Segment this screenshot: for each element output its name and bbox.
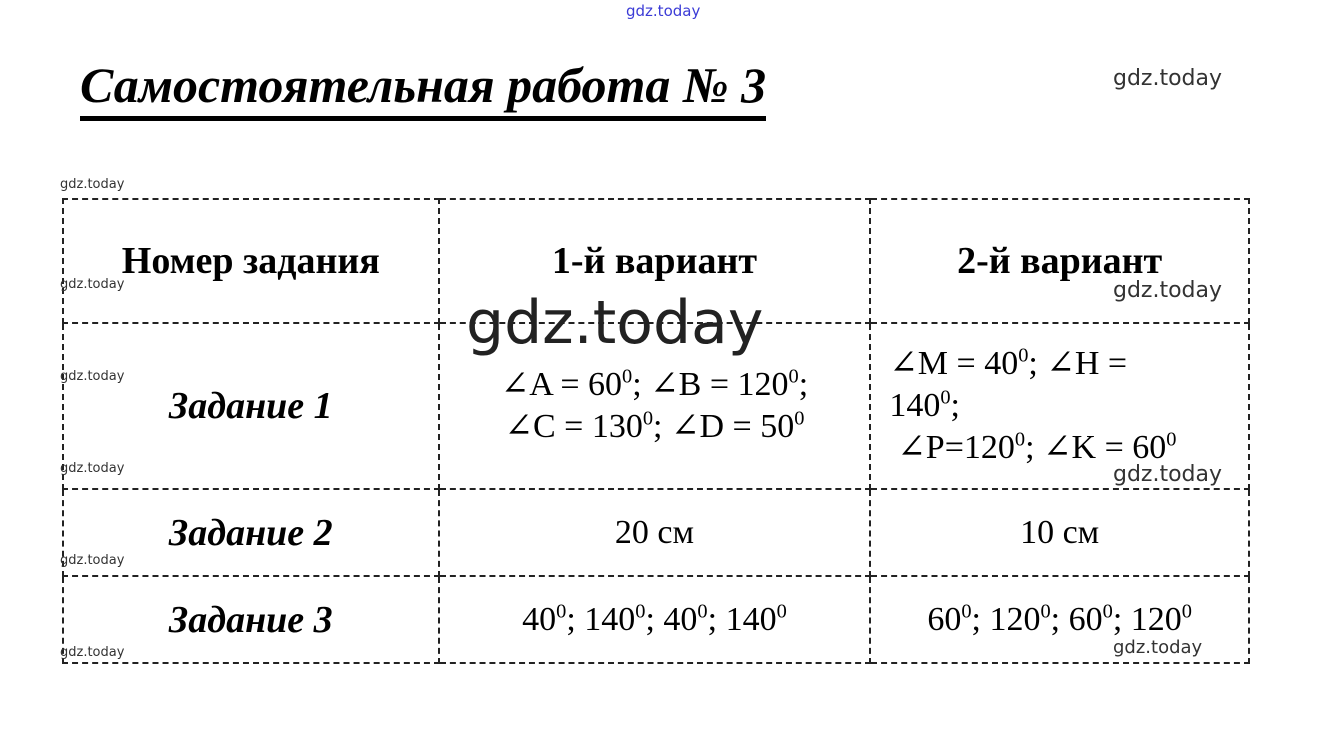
variant-1-answer: $40^0$; $140^0$; $40^0$; $140^0$ xyxy=(439,576,871,663)
watermark: gdz.today xyxy=(1113,637,1203,658)
watermark: gdz.today xyxy=(60,645,125,660)
task-label: Задание 3 xyxy=(63,576,439,663)
answers-table xyxy=(62,198,1250,664)
watermark: gdz.today xyxy=(1113,462,1223,487)
page-title: Самостоятельная работа № 3 xyxy=(80,56,766,121)
watermark-top: gdz.today xyxy=(626,2,701,20)
table-row xyxy=(63,576,1249,663)
header-variant-2: 2-й вариант xyxy=(870,199,1249,323)
watermark: gdz.today xyxy=(60,177,125,192)
watermark: gdz.today xyxy=(1113,278,1223,303)
variant-1-answer: ∠A = $60^0$; ∠B = $120^0$; ∠C = $130^0$; ∠D = $50^0$ xyxy=(439,323,871,489)
variant-2-answer: ∠M = $40^0$; ∠H = $140^0$; $\angle P=120^0$; ∠K = $60^0$ xyxy=(870,323,1249,489)
header-task-number: Номер задания xyxy=(63,199,439,323)
watermark-large: gdz.today xyxy=(466,288,764,358)
header-variant-1: 1-й вариант xyxy=(439,199,871,323)
watermark: gdz.today xyxy=(60,369,125,384)
task-label: Задание 1 xyxy=(63,323,439,489)
task-label: Задание 2 xyxy=(63,489,439,576)
watermark: gdz.today xyxy=(1113,66,1223,91)
watermark: gdz.today xyxy=(60,277,125,292)
variant-1-answer: 20 см xyxy=(439,489,871,576)
watermark: gdz.today xyxy=(60,553,125,568)
variant-2-answer: 10 см xyxy=(870,489,1249,576)
variant-2-answer: $60^0$; $120^0$; $60^0$; $120^0$ xyxy=(870,576,1249,663)
watermark: gdz.today xyxy=(60,461,125,476)
table-row xyxy=(63,489,1249,576)
